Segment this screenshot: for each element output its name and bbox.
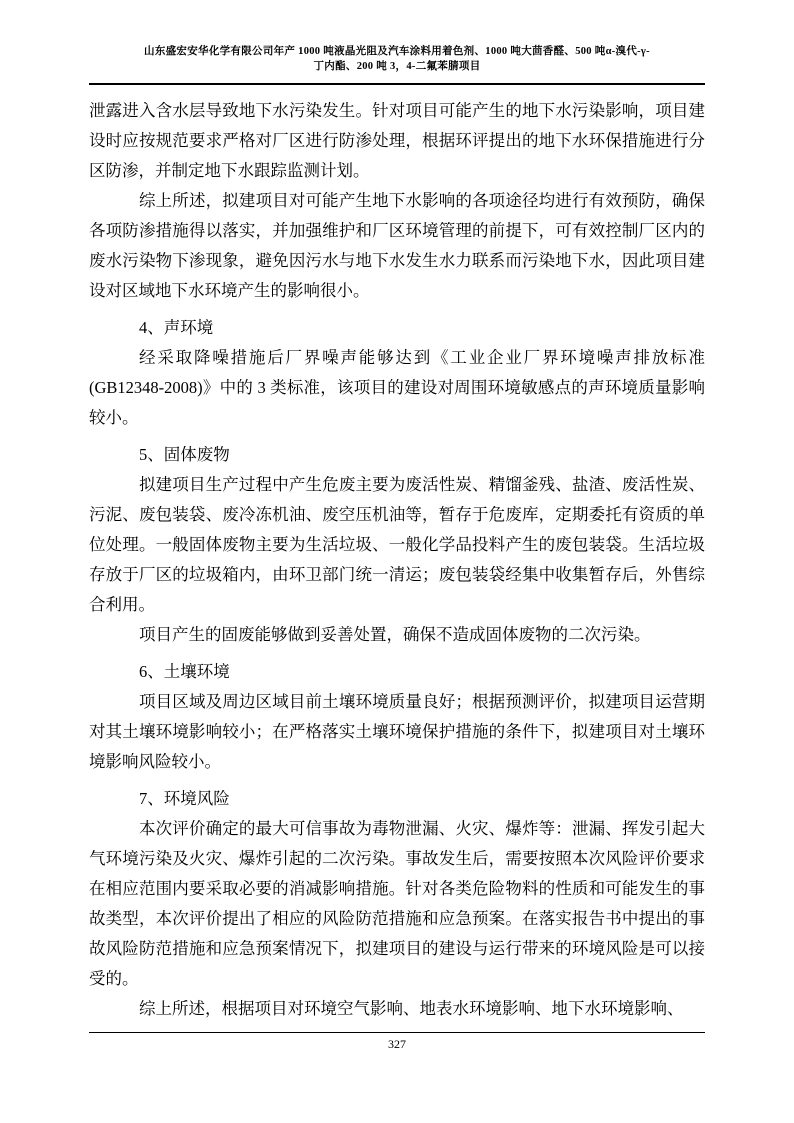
paragraph: 本次评价确定的最大可信事故为毒物泄漏、火灾、爆炸等：泄漏、挥发引起大气环境污染及火灾、爆炸引起的二次污染。事故发生后，需要按照本次风险评价要求在相应范围内要采取必要的消减影响措施。针对各类危险物料的性质和可能发生的事故类型，本次评价提出了相应的风险防范措施和应急预案。在落实报告书中提出的事故风险防范措施和应急预案情况下，拟建项目的建设与运行带来的环境风险是可以接受的。 [89,819,705,988]
section-heading: 5、固体废物 [139,445,230,464]
header-title-line-2: 丁内酯、200 吨 3，4-二氟苯腈项目 [313,61,481,72]
section-heading: 7、环境风险 [139,789,230,808]
page-number: 327 [388,1037,406,1051]
section-heading: 6、土壤环境 [139,662,230,681]
paragraph: 综上所述，拟建项目对可能产生地下水影响的各项途径均进行有效预防，确保各项防渗措施得以落实，并加强维护和厂区环境管理的前提下，可有效控制厂区内的废水污染物下渗现象，避免因污水与地下水发生水力联系而污染地下水，因此项目建设对区域地下水环境产生的影响很小。 [89,191,705,300]
page-footer [89,1032,705,1052]
paragraph: 拟建项目生产过程中产生危废主要为废活性炭、精馏釜残、盐渣、废活性炭、污泥、废包装袋、废冷冻机油、废空压机油等，暂存于危废库，定期委托有资质的单位处理。一般固体废物主要为生活垃圾、一般化学品投料产生的废包装袋。生活垃圾存放于厂区的垃圾箱内，由环卫部门统一清运；废包装袋经集中收集暂存后，外售综合利用。 [89,475,705,614]
paragraph: 泄露进入含水层导致地下水污染发生。针对项目可能产生的地下水污染影响，项目建设时应按规范要求严格对厂区进行防渗处理，根据环评提出的地下水环保措施进行分区防渗，并制定地下水跟踪监测计划。 [89,101,705,180]
document-body [89,96,705,1024]
section-heading: 4、声环境 [139,318,214,337]
paragraph: 项目区域及周边区域目前土壤环境质量良好；根据预测评价，拟建项目运营期对其土壤环境影响较小；在严格落实土壤环境保护措施的条件下，拟建项目对土壤环境影响风险较小。 [89,692,705,771]
paragraph: 经采取降噪措施后厂界噪声能够达到《工业企业厂界环境噪声排放标准(GB12348-2008)》中的 3 类标准，该项目的建设对周围环境敏感点的声环境质量影响较小。 [89,348,705,427]
paragraph: 综上所述，根据项目对环境空气影响、地表水环境影响、地下水环境影响、 [139,999,684,1018]
page-header [89,44,705,85]
paragraph: 项目产生的固废能够做到妥善处置，确保不造成固体废物的二次污染。 [139,625,651,644]
header-title-line-1: 山东盛宏安华化学有限公司年产 1000 吨液晶光阻及汽车涂料用着色剂、1000 吨大茴香醛、500 吨α-溴代-γ- [144,46,650,57]
